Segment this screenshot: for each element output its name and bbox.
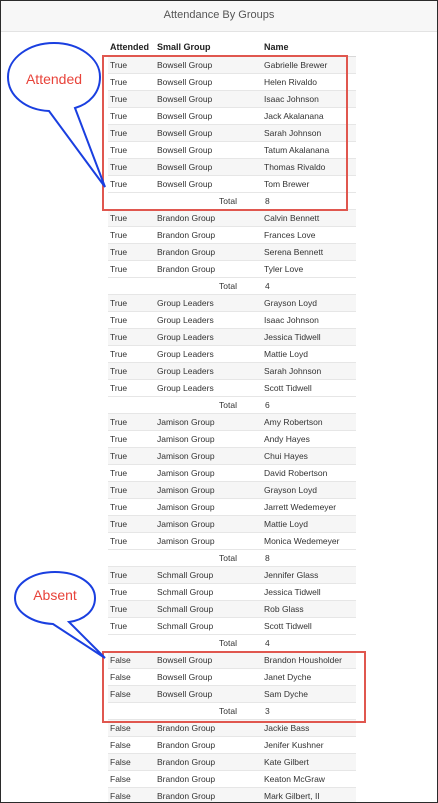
- cell-attended: True: [110, 162, 128, 172]
- total-row: [108, 278, 356, 295]
- cell-name: Monica Wedemeyer: [264, 536, 340, 546]
- cell-small-group: Jamison Group: [157, 485, 215, 495]
- cell-name: Calvin Bennett: [264, 213, 320, 223]
- table-row: [108, 380, 356, 397]
- cell-name: Mark Gilbert, II: [264, 791, 320, 801]
- cell-attended: True: [110, 128, 128, 138]
- total-value: 8: [265, 553, 270, 563]
- cell-attended: True: [110, 111, 128, 121]
- cell-attended: False: [110, 723, 131, 733]
- cell-name: Isaac Johnson: [264, 94, 319, 104]
- cell-attended: False: [110, 672, 131, 682]
- total-label: Total: [219, 281, 237, 291]
- cell-attended: True: [110, 315, 128, 325]
- table-row: [108, 227, 356, 244]
- cell-attended: True: [110, 213, 128, 223]
- page-title: Attendance By Groups: [163, 9, 275, 21]
- cell-small-group: Schmall Group: [157, 604, 214, 614]
- cell-name: Tatum Akalanana: [264, 145, 330, 155]
- cell-name: Jennifer Glass: [264, 570, 319, 580]
- total-row: [108, 397, 356, 414]
- cell-small-group: Bowsell Group: [157, 77, 213, 87]
- table-row: [108, 346, 356, 363]
- cell-name: Thomas Rivaldo: [264, 162, 326, 172]
- cell-name: Tom Brewer: [264, 179, 310, 189]
- cell-small-group: Jamison Group: [157, 468, 215, 478]
- cell-small-group: Bowsell Group: [157, 94, 213, 104]
- cell-name: Serena Bennett: [264, 247, 324, 257]
- cell-small-group: Bowsell Group: [157, 60, 213, 70]
- attended-callout: [5, 41, 109, 191]
- total-label: Total: [219, 196, 237, 206]
- cell-attended: True: [110, 332, 128, 342]
- absent-callout-bubble-icon: [13, 570, 109, 662]
- cell-small-group: Brandon Group: [157, 740, 216, 750]
- cell-small-group: Group Leaders: [157, 298, 214, 308]
- cell-small-group: Schmall Group: [157, 570, 214, 580]
- cell-attended: True: [110, 621, 128, 631]
- column-header-attended[interactable]: Attended: [110, 42, 149, 52]
- cell-name: Scott Tidwell: [264, 621, 312, 631]
- cell-small-group: Bowsell Group: [157, 179, 213, 189]
- cell-name: Gabrielle Brewer: [264, 60, 328, 70]
- cell-small-group: Group Leaders: [157, 349, 214, 359]
- cell-name: Kate Gilbert: [264, 757, 309, 767]
- table-row: [108, 533, 356, 550]
- cell-small-group: Group Leaders: [157, 315, 214, 325]
- table-row: [108, 754, 356, 771]
- total-label: Total: [219, 400, 237, 410]
- cell-attended: True: [110, 94, 128, 104]
- cell-name: Helen Rivaldo: [264, 77, 317, 87]
- cell-name: Jenifer Kushner: [264, 740, 324, 750]
- cell-name: Mattie Loyd: [264, 519, 308, 529]
- table-row: [108, 618, 356, 635]
- table-row: [108, 431, 356, 448]
- table-row: [108, 465, 356, 482]
- cell-small-group: Jamison Group: [157, 451, 215, 461]
- cell-small-group: Schmall Group: [157, 587, 214, 597]
- table-row: [108, 567, 356, 584]
- cell-small-group: Brandon Group: [157, 247, 216, 257]
- cell-name: Jackie Bass: [264, 723, 310, 733]
- cell-name: Sarah Johnson: [264, 128, 322, 138]
- cell-attended: True: [110, 434, 128, 444]
- attended-callout-label: Attended: [25, 71, 83, 87]
- cell-small-group: Schmall Group: [157, 621, 214, 631]
- cell-name: Jessica Tidwell: [264, 332, 321, 342]
- cell-name: Chui Hayes: [264, 451, 308, 461]
- cell-attended: False: [110, 655, 131, 665]
- table-row: [108, 499, 356, 516]
- cell-name: Isaac Johnson: [264, 315, 319, 325]
- cell-small-group: Brandon Group: [157, 757, 216, 767]
- cell-small-group: Brandon Group: [157, 264, 216, 274]
- table-row: [108, 210, 356, 227]
- table-row: [108, 788, 356, 803]
- cell-name: Grayson Loyd: [264, 485, 317, 495]
- cell-name: Keaton McGraw: [264, 774, 325, 784]
- absent-highlight-box: [102, 651, 366, 723]
- cell-small-group: Bowsell Group: [157, 655, 213, 665]
- cell-small-group: Brandon Group: [157, 230, 216, 240]
- cell-attended: True: [110, 502, 128, 512]
- table-row: [108, 363, 356, 380]
- total-label: Total: [219, 553, 237, 563]
- cell-name: Sam Dyche: [264, 689, 308, 699]
- cell-attended: True: [110, 519, 128, 529]
- total-row: [108, 550, 356, 567]
- total-value: 8: [265, 196, 270, 206]
- cell-name: Frances Love: [264, 230, 316, 240]
- cell-small-group: Brandon Group: [157, 774, 216, 784]
- cell-small-group: Group Leaders: [157, 383, 214, 393]
- table-row: [108, 771, 356, 788]
- cell-small-group: Bowsell Group: [157, 128, 213, 138]
- total-value: 3: [265, 706, 270, 716]
- attended-highlight-box: [102, 55, 348, 211]
- absent-callout-label: Absent: [33, 587, 77, 603]
- table-row: [108, 295, 356, 312]
- cell-small-group: Group Leaders: [157, 366, 214, 376]
- cell-attended: True: [110, 77, 128, 87]
- cell-name: Mattie Loyd: [264, 349, 308, 359]
- cell-attended: True: [110, 247, 128, 257]
- cell-name: Grayson Loyd: [264, 298, 317, 308]
- column-header-name[interactable]: Name: [264, 42, 289, 52]
- table-row: [108, 737, 356, 754]
- attended-callout-bubble-icon: [5, 41, 109, 191]
- table-row: [108, 584, 356, 601]
- cell-small-group: Bowsell Group: [157, 111, 213, 121]
- cell-attended: False: [110, 757, 131, 767]
- cell-attended: True: [110, 179, 128, 189]
- cell-attended: True: [110, 298, 128, 308]
- cell-name: Tyler Love: [264, 264, 304, 274]
- cell-small-group: Jamison Group: [157, 502, 215, 512]
- cell-small-group: Brandon Group: [157, 791, 216, 801]
- cell-attended: False: [110, 740, 131, 750]
- cell-attended: True: [110, 451, 128, 461]
- cell-name: Jessica Tidwell: [264, 587, 321, 597]
- cell-attended: True: [110, 366, 128, 376]
- cell-small-group: Brandon Group: [157, 213, 216, 223]
- cell-attended: True: [110, 536, 128, 546]
- cell-small-group: Brandon Group: [157, 723, 216, 733]
- total-row: [108, 635, 356, 652]
- cell-name: Sarah Johnson: [264, 366, 322, 376]
- total-label: Total: [219, 706, 237, 716]
- cell-attended: False: [110, 689, 131, 699]
- cell-name: Rob Glass: [264, 604, 304, 614]
- table-row: [108, 244, 356, 261]
- cell-small-group: Group Leaders: [157, 332, 214, 342]
- cell-attended: True: [110, 145, 128, 155]
- cell-attended: True: [110, 349, 128, 359]
- cell-attended: False: [110, 774, 131, 784]
- cell-small-group: Jamison Group: [157, 417, 215, 427]
- table-row: [108, 601, 356, 618]
- cell-small-group: Jamison Group: [157, 536, 215, 546]
- table-row: [108, 329, 356, 346]
- cell-name: Brandon Housholder: [264, 655, 342, 665]
- total-value: 4: [265, 638, 270, 648]
- cell-attended: True: [110, 570, 128, 580]
- column-header-small-group[interactable]: Small Group: [157, 42, 211, 52]
- cell-attended: True: [110, 604, 128, 614]
- cell-small-group: Bowsell Group: [157, 145, 213, 155]
- table-row: [108, 261, 356, 278]
- cell-small-group: Bowsell Group: [157, 672, 213, 682]
- cell-attended: True: [110, 587, 128, 597]
- cell-attended: True: [110, 383, 128, 393]
- cell-attended: False: [110, 791, 131, 801]
- cell-small-group: Bowsell Group: [157, 162, 213, 172]
- table-row: [108, 312, 356, 329]
- cell-name: Andy Hayes: [264, 434, 310, 444]
- total-label: Total: [219, 638, 237, 648]
- cell-attended: True: [110, 468, 128, 478]
- cell-attended: True: [110, 264, 128, 274]
- cell-attended: True: [110, 230, 128, 240]
- cell-attended: True: [110, 60, 128, 70]
- cell-name: Scott Tidwell: [264, 383, 312, 393]
- cell-attended: True: [110, 417, 128, 427]
- total-value: 6: [265, 400, 270, 410]
- table-row: [108, 482, 356, 499]
- absent-callout: [13, 570, 109, 662]
- cell-small-group: Jamison Group: [157, 434, 215, 444]
- cell-name: David Robertson: [264, 468, 328, 478]
- report-header: [1, 1, 437, 32]
- cell-name: Jack Akalanana: [264, 111, 324, 121]
- cell-name: Jarrett Wedemeyer: [264, 502, 337, 512]
- cell-small-group: Bowsell Group: [157, 689, 213, 699]
- total-value: 4: [265, 281, 270, 291]
- table-row: [108, 516, 356, 533]
- cell-small-group: Jamison Group: [157, 519, 215, 529]
- table-row: [108, 448, 356, 465]
- cell-name: Janet Dyche: [264, 672, 312, 682]
- cell-attended: True: [110, 485, 128, 495]
- cell-name: Amy Robertson: [264, 417, 323, 427]
- table-row: [108, 414, 356, 431]
